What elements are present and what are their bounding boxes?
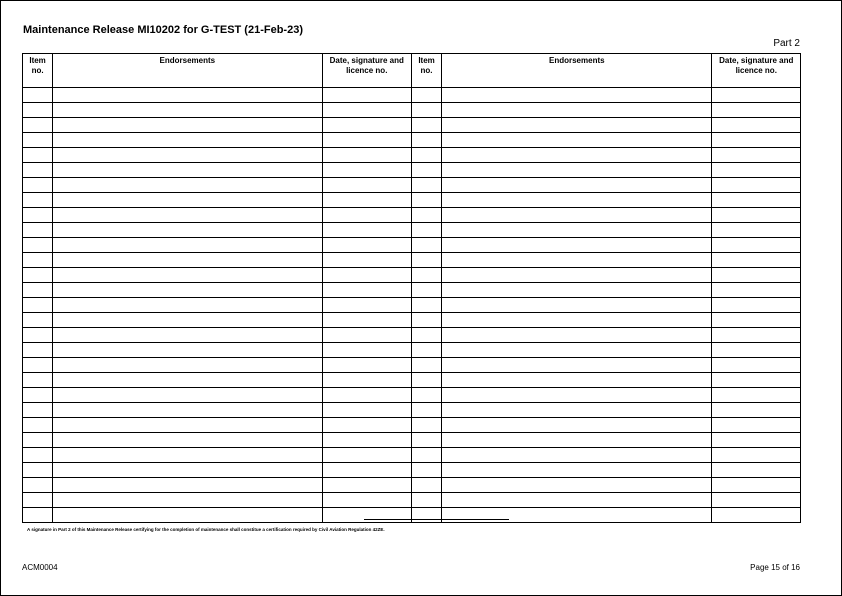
item-no-cell[interactable] <box>411 103 441 118</box>
date-signature-cell[interactable] <box>712 478 801 493</box>
page-number: Page 15 of 16 <box>750 563 800 572</box>
date-signature-cell[interactable] <box>712 448 801 463</box>
date-signature-cell[interactable] <box>712 253 801 268</box>
endorsement-cell[interactable] <box>53 238 322 253</box>
date-signature-header-left: Date, signature and licence no. <box>322 54 411 88</box>
date-signature-cell[interactable] <box>322 253 411 268</box>
date-signature-header-right: Date, signature and licence no. <box>712 54 801 88</box>
endorsement-cell[interactable] <box>442 193 712 208</box>
date-signature-cell[interactable] <box>712 193 801 208</box>
endorsement-cell[interactable] <box>442 208 712 223</box>
date-signature-cell[interactable] <box>322 328 411 343</box>
date-signature-cell[interactable] <box>712 298 801 313</box>
endorsement-cell[interactable] <box>442 253 712 268</box>
date-signature-cell[interactable] <box>712 163 801 178</box>
item-no-header-right <box>411 54 441 88</box>
endorsement-cell[interactable] <box>442 448 712 463</box>
date-signature-cell[interactable] <box>322 418 411 433</box>
endorsement-cell[interactable] <box>442 463 712 478</box>
item-no-cell[interactable] <box>23 148 53 163</box>
date-signature-cell[interactable] <box>712 463 801 478</box>
item-no-cell[interactable] <box>411 403 441 418</box>
endorsement-cell[interactable] <box>442 268 712 283</box>
document-code: ACM0004 <box>22 563 58 572</box>
date-signature-cell[interactable] <box>712 148 801 163</box>
date-signature-cell[interactable] <box>322 268 411 283</box>
endorsement-cell[interactable] <box>442 493 712 508</box>
endorsement-cell[interactable] <box>53 358 322 373</box>
endorsement-cell[interactable] <box>53 433 322 448</box>
item-no-cell[interactable] <box>411 223 441 238</box>
table-row <box>23 328 801 343</box>
item-no-header-text: Item no. <box>29 56 46 75</box>
endorsement-cell[interactable] <box>53 313 322 328</box>
date-signature-cell[interactable] <box>322 373 411 388</box>
endorsement-cell[interactable] <box>442 418 712 433</box>
item-no-cell[interactable] <box>23 163 53 178</box>
table-row <box>23 208 801 223</box>
endorsement-cell[interactable] <box>53 448 322 463</box>
item-no-cell[interactable] <box>23 463 53 478</box>
date-signature-cell[interactable] <box>322 493 411 508</box>
table-row <box>23 148 801 163</box>
table-row <box>23 283 801 298</box>
date-signature-cell[interactable] <box>712 328 801 343</box>
date-signature-cell[interactable] <box>322 343 411 358</box>
endorsement-cell[interactable] <box>53 388 322 403</box>
item-no-cell[interactable] <box>23 478 53 493</box>
item-no-cell[interactable] <box>411 328 441 343</box>
endorsement-cell[interactable] <box>53 88 322 103</box>
date-signature-cell[interactable] <box>322 433 411 448</box>
endorsement-cell[interactable] <box>442 103 712 118</box>
item-no-cell[interactable] <box>411 208 441 223</box>
date-signature-cell[interactable] <box>712 223 801 238</box>
endorsement-cell[interactable] <box>442 508 712 523</box>
item-no-header-text: Item no. <box>418 56 435 75</box>
date-signature-cell[interactable] <box>322 313 411 328</box>
endorsement-cell[interactable] <box>53 403 322 418</box>
item-no-cell[interactable] <box>23 328 53 343</box>
endorsement-cell[interactable] <box>53 193 322 208</box>
date-signature-cell[interactable] <box>322 478 411 493</box>
part-label: Part 2 <box>773 38 800 49</box>
item-no-cell[interactable] <box>23 403 53 418</box>
table-row <box>23 133 801 148</box>
divider-line <box>364 519 509 520</box>
date-signature-cell[interactable] <box>322 103 411 118</box>
item-no-cell[interactable] <box>23 223 53 238</box>
endorsement-cell[interactable] <box>53 103 322 118</box>
table-row <box>23 508 801 523</box>
table-row <box>23 313 801 328</box>
endorsement-cell[interactable] <box>53 133 322 148</box>
table-row <box>23 223 801 238</box>
endorsement-cell[interactable] <box>442 238 712 253</box>
table-row <box>23 163 801 178</box>
endorsement-cell[interactable] <box>442 283 712 298</box>
date-signature-cell[interactable] <box>322 298 411 313</box>
table-row <box>23 388 801 403</box>
item-no-cell[interactable] <box>411 118 441 133</box>
date-signature-cell[interactable] <box>712 178 801 193</box>
table-row <box>23 463 801 478</box>
item-no-cell[interactable] <box>411 358 441 373</box>
item-no-cell[interactable] <box>411 238 441 253</box>
endorsement-cell[interactable] <box>442 343 712 358</box>
item-no-cell[interactable] <box>411 178 441 193</box>
endorsement-cell[interactable] <box>53 478 322 493</box>
table-row <box>23 433 801 448</box>
table-row <box>23 478 801 493</box>
item-no-cell[interactable] <box>411 88 441 103</box>
endorsement-cell[interactable] <box>53 373 322 388</box>
endorsement-cell[interactable] <box>53 178 322 193</box>
item-no-cell[interactable] <box>23 208 53 223</box>
endorsement-cell[interactable] <box>53 253 322 268</box>
endorsement-cell[interactable] <box>442 313 712 328</box>
endorsements-header-right: Endorsements <box>442 54 712 88</box>
date-signature-cell[interactable] <box>712 118 801 133</box>
endorsement-cell[interactable] <box>53 493 322 508</box>
endorsement-cell[interactable] <box>442 163 712 178</box>
date-signature-cell[interactable] <box>322 133 411 148</box>
item-no-cell[interactable] <box>411 418 441 433</box>
date-signature-cell[interactable] <box>712 493 801 508</box>
item-no-cell[interactable] <box>23 388 53 403</box>
date-signature-cell[interactable] <box>322 208 411 223</box>
item-no-cell[interactable] <box>23 88 53 103</box>
endorsement-cell[interactable] <box>53 328 322 343</box>
date-signature-cell[interactable] <box>712 343 801 358</box>
endorsement-cell[interactable] <box>442 373 712 388</box>
table-row <box>23 343 801 358</box>
item-no-cell[interactable] <box>411 298 441 313</box>
item-no-cell[interactable] <box>411 283 441 298</box>
item-no-header-left <box>23 54 53 88</box>
date-signature-cell[interactable] <box>712 388 801 403</box>
date-signature-cell[interactable] <box>712 433 801 448</box>
endorsement-cell[interactable] <box>53 118 322 133</box>
table-header-row <box>23 54 801 88</box>
item-no-cell[interactable] <box>23 313 53 328</box>
item-no-cell[interactable] <box>23 118 53 133</box>
table-row <box>23 103 801 118</box>
table-row <box>23 268 801 283</box>
date-signature-cell[interactable] <box>322 88 411 103</box>
endorsement-cell[interactable] <box>442 148 712 163</box>
endorsement-cell[interactable] <box>442 298 712 313</box>
table-row <box>23 178 801 193</box>
date-signature-cell[interactable] <box>322 463 411 478</box>
footnote: A signature in Part 2 of this Maintenance Release certifying for the completion of maintenance shall constitue a certification required by Civil Aviation Regulation 42ZE. <box>27 527 385 532</box>
endorsement-cell[interactable] <box>53 343 322 358</box>
item-no-cell[interactable] <box>23 283 53 298</box>
item-no-cell[interactable] <box>23 103 53 118</box>
date-signature-cell[interactable] <box>322 283 411 298</box>
date-signature-cell[interactable] <box>712 208 801 223</box>
item-no-cell[interactable] <box>411 133 441 148</box>
item-no-cell[interactable] <box>411 388 441 403</box>
endorsement-cell[interactable] <box>442 223 712 238</box>
date-signature-cell[interactable] <box>712 133 801 148</box>
endorsement-cell[interactable] <box>53 463 322 478</box>
endorsement-cell[interactable] <box>442 433 712 448</box>
endorsement-cell[interactable] <box>442 118 712 133</box>
item-no-cell[interactable] <box>411 313 441 328</box>
item-no-cell[interactable] <box>411 148 441 163</box>
item-no-cell[interactable] <box>23 448 53 463</box>
date-signature-cell[interactable] <box>322 403 411 418</box>
item-no-cell[interactable] <box>23 253 53 268</box>
table-row <box>23 238 801 253</box>
date-signature-cell[interactable] <box>322 388 411 403</box>
date-signature-cell[interactable] <box>322 193 411 208</box>
item-no-cell[interactable] <box>411 253 441 268</box>
item-no-cell[interactable] <box>23 268 53 283</box>
endorsement-cell[interactable] <box>442 358 712 373</box>
endorsement-cell[interactable] <box>442 328 712 343</box>
table-row <box>23 358 801 373</box>
table-row <box>23 493 801 508</box>
date-signature-cell[interactable] <box>322 118 411 133</box>
table-row <box>23 418 801 433</box>
date-signature-cell[interactable] <box>322 238 411 253</box>
item-no-cell[interactable] <box>23 433 53 448</box>
date-signature-cell[interactable] <box>322 163 411 178</box>
date-signature-cell[interactable] <box>712 88 801 103</box>
item-no-cell[interactable] <box>411 193 441 208</box>
item-no-cell[interactable] <box>411 493 441 508</box>
endorsement-cell[interactable] <box>53 223 322 238</box>
item-no-cell[interactable] <box>23 193 53 208</box>
endorsement-cell[interactable] <box>53 298 322 313</box>
table-row <box>23 253 801 268</box>
item-no-cell[interactable] <box>23 343 53 358</box>
table-row <box>23 118 801 133</box>
endorsement-cell[interactable] <box>53 418 322 433</box>
endorsement-cell[interactable] <box>53 208 322 223</box>
date-signature-cell[interactable] <box>322 508 411 523</box>
endorsement-cell[interactable] <box>53 148 322 163</box>
date-signature-cell[interactable] <box>712 313 801 328</box>
date-signature-cell[interactable] <box>712 283 801 298</box>
item-no-cell[interactable] <box>411 448 441 463</box>
date-signature-cell[interactable] <box>712 508 801 523</box>
endorsement-cell[interactable] <box>53 163 322 178</box>
endorsement-cell[interactable] <box>442 88 712 103</box>
table-row <box>23 193 801 208</box>
endorsement-cell[interactable] <box>442 403 712 418</box>
endorsement-cell[interactable] <box>53 283 322 298</box>
date-signature-cell[interactable] <box>712 268 801 283</box>
endorsement-cell[interactable] <box>53 268 322 283</box>
date-signature-cell[interactable] <box>712 403 801 418</box>
endorsement-cell[interactable] <box>442 178 712 193</box>
item-no-cell[interactable] <box>411 268 441 283</box>
endorsements-header-left: Endorsements <box>53 54 322 88</box>
item-no-cell[interactable] <box>23 298 53 313</box>
table-row <box>23 298 801 313</box>
date-signature-cell[interactable] <box>322 148 411 163</box>
table-body <box>23 88 801 523</box>
date-signature-cell[interactable] <box>712 238 801 253</box>
item-no-cell[interactable] <box>23 178 53 193</box>
date-signature-cell[interactable] <box>322 223 411 238</box>
date-signature-cell[interactable] <box>712 103 801 118</box>
item-no-cell[interactable] <box>23 133 53 148</box>
table-row <box>23 448 801 463</box>
endorsement-cell[interactable] <box>442 133 712 148</box>
date-signature-cell[interactable] <box>712 418 801 433</box>
item-no-cell[interactable] <box>23 508 53 523</box>
date-signature-cell[interactable] <box>322 178 411 193</box>
endorsement-cell[interactable] <box>442 388 712 403</box>
page-title: Maintenance Release MI10202 for G-TEST (21-Feb-23) <box>23 24 303 36</box>
endorsements-table <box>22 53 801 523</box>
table-row <box>23 403 801 418</box>
item-no-cell[interactable] <box>23 373 53 388</box>
item-no-cell[interactable] <box>23 238 53 253</box>
date-signature-cell[interactable] <box>712 373 801 388</box>
item-no-cell[interactable] <box>411 163 441 178</box>
endorsement-cell[interactable] <box>442 478 712 493</box>
date-signature-cell[interactable] <box>322 358 411 373</box>
table-row <box>23 88 801 103</box>
endorsement-cell[interactable] <box>53 508 322 523</box>
date-signature-cell[interactable] <box>322 448 411 463</box>
table-row <box>23 373 801 388</box>
item-no-cell[interactable] <box>411 343 441 358</box>
date-signature-cell[interactable] <box>712 358 801 373</box>
item-no-cell[interactable] <box>411 433 441 448</box>
item-no-cell[interactable] <box>23 358 53 373</box>
item-no-cell[interactable] <box>23 418 53 433</box>
item-no-cell[interactable] <box>411 508 441 523</box>
item-no-cell[interactable] <box>23 493 53 508</box>
item-no-cell[interactable] <box>411 463 441 478</box>
item-no-cell[interactable] <box>411 478 441 493</box>
item-no-cell[interactable] <box>411 373 441 388</box>
